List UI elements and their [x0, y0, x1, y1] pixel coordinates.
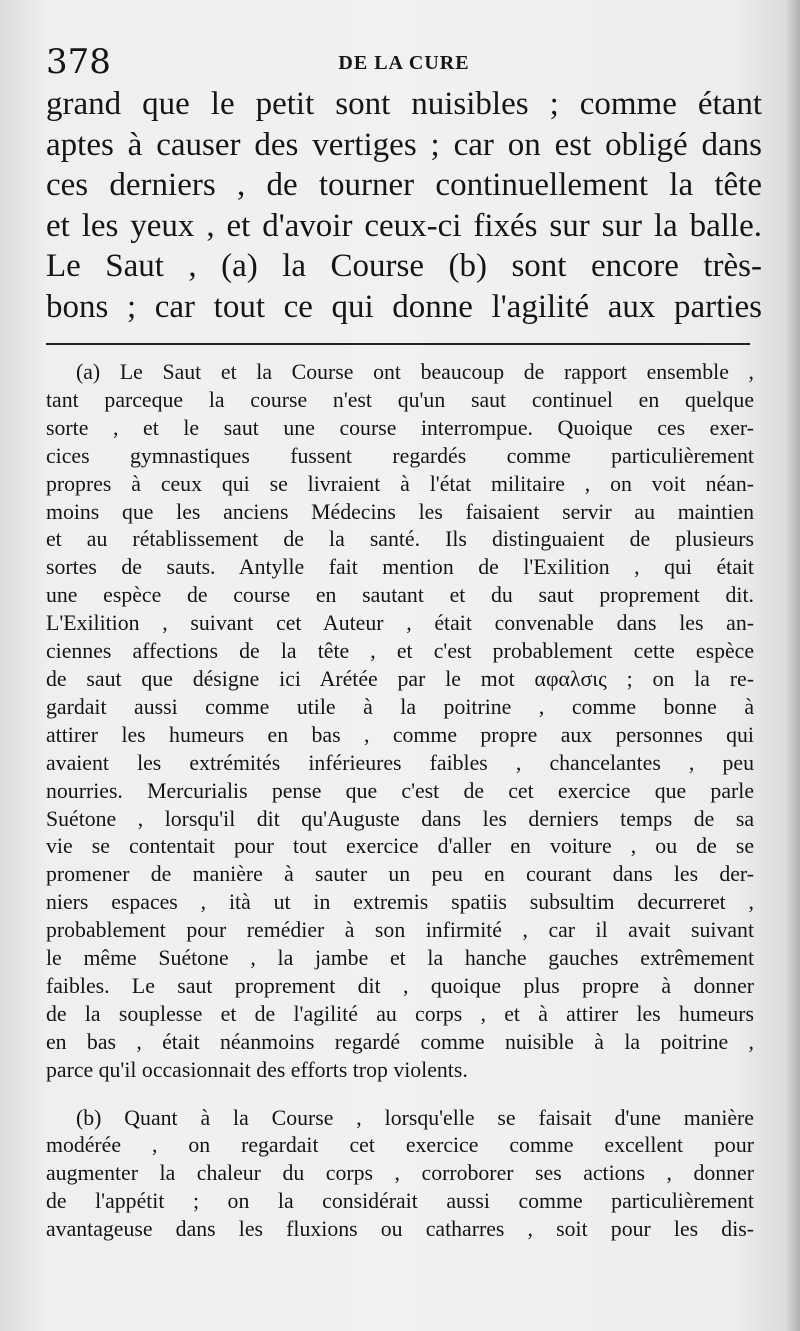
main-text-line: et les yeux , et d'avoir ceux-ci fixés sur sur la balle. [46, 207, 762, 244]
footnote-line: une espèce de course en sautant et du saut proprement dit. [46, 583, 754, 608]
footnote-line: propres à ceux qui se livraient à l'état militaire , on voit néan- [46, 471, 754, 496]
footnote-line: et au rétablissement de la santé. Ils distinguaient de plusieurs [46, 527, 754, 552]
footnote-line: ciennes affections de la tête , et c'est probablement cette espèce [46, 639, 754, 664]
footnote-line: vie se contentait pour tout exercice d'aller en voiture , ou de se [46, 834, 754, 859]
main-text-line: bons ; car tout ce qui donne l'agilité aux parties [46, 288, 762, 325]
footnote-line: Suétone , lorsqu'il dit qu'Auguste dans les derniers temps de sa [46, 806, 754, 831]
footnote-line: le même Suétone , la jambe et la hanche gauches extrêmement [46, 946, 754, 971]
page-gutter-shadow [786, 0, 800, 1331]
footnote-a [46, 359, 754, 1085]
footnote-line: (b) Quant à la Course , lorsqu'elle se faisait d'une manière [76, 1105, 754, 1130]
footnote-line: attirer les humeurs en bas , comme propre aux personnes qui [46, 722, 754, 747]
footnote-line: augmenter la chaleur du corps , corroborer ses actions , donner [46, 1161, 754, 1186]
running-head: DE LA CURE [338, 52, 470, 74]
footnote-line: moins que les anciens Médecins les faisaient servir au maintien [46, 499, 754, 524]
footnote-line: avaient les extrémités inférieures faibles , chancelantes , peu [46, 750, 754, 775]
page-number: 378 [46, 42, 111, 82]
footnote-b [46, 1105, 754, 1245]
page-header [46, 42, 762, 86]
footnote-line: promener de manière à sauter un peu en courant dans les der- [46, 862, 754, 887]
footnote-line: modérée , on regardait cet exercice comme excellent pour [46, 1133, 754, 1158]
footnote-line: sorte , et le saut une course interrompue. Quoique ces exer- [46, 415, 754, 440]
footnote-line: de saut que désigne ici Arétée par le mot αφαλσις ; on la re- [46, 666, 754, 691]
footnote-line: sortes de sauts. Antylle fait mention de l'Exilition , qui était [46, 555, 754, 580]
footnote-line: de la souplesse et de l'agilité au corps , et à attirer les humeurs [46, 1001, 754, 1026]
footnote-line: en bas , était néanmoins regardé comme nuisible à la poitrine , [46, 1029, 754, 1054]
footnote-spacing [46, 1085, 754, 1105]
footnote-line: gardait aussi comme utile à la poitrine , comme bonne à [46, 694, 754, 719]
footnotes [46, 359, 754, 1244]
footnote-line: niers espaces , ità ut in extremis spatiis subsultim decurreret , [46, 890, 754, 915]
footnote-line: parce qu'il occasionnait des efforts trop violents. [46, 1057, 468, 1082]
footnote-line: de l'appétit ; on la considérait aussi comme particulièrement [46, 1189, 754, 1214]
footnote-line: L'Exilition , suivant cet Auteur , était convenable dans les an- [46, 611, 754, 636]
footnote-separator-rule [46, 343, 750, 345]
footnote-line: (a) Le Saut et la Course ont beaucoup de rapport ensemble , [76, 360, 754, 384]
footnote-line: nourries. Mercurialis pense que c'est de cet exercice que parle [46, 778, 754, 803]
main-text-line: aptes à causer des vertiges ; car on est obligé dans [46, 126, 762, 163]
footnote-line: avantageuse dans les fluxions ou catharres , soit pour les dis- [46, 1217, 754, 1242]
main-text [46, 84, 762, 328]
footnote-line: probablement pour remédier à son infirmité , car il avait suivant [46, 918, 754, 943]
main-text-line: grand que le petit sont nuisibles ; comme étant [46, 86, 762, 122]
footnote-line: cices gymnastiques fussent regardés comme particulièrement [46, 443, 754, 468]
main-text-line: ces derniers , de tourner continuellement la tête [46, 167, 762, 204]
footnote-line: faibles. Le saut proprement dit , quoique plus propre à donner [46, 973, 754, 998]
footnote-line: tant parceque la course n'est qu'un saut continuel en quelque [46, 387, 754, 412]
main-text-line: Le Saut , (a) la Course (b) sont encore très- [46, 248, 762, 285]
